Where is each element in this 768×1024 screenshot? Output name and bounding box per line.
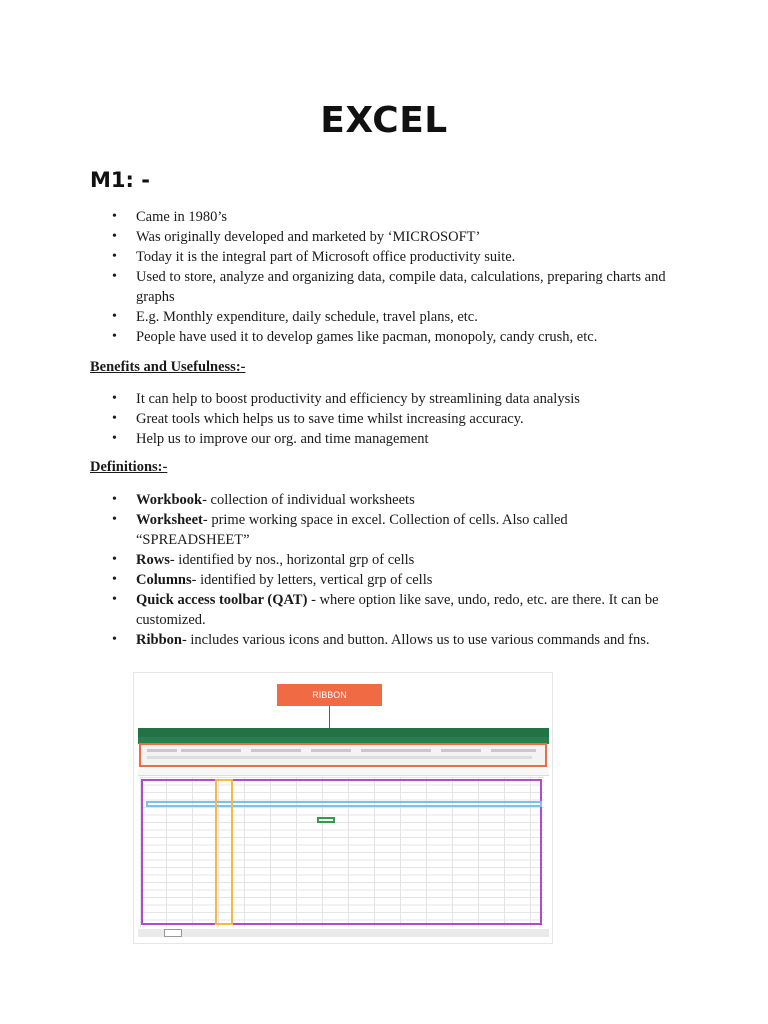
definition-text: - collection of individual worksheets <box>202 492 415 508</box>
ribbon-callout-label: RIBBON <box>277 684 382 706</box>
list-item <box>110 630 680 650</box>
section-heading-m1: M1: - <box>90 168 150 192</box>
ribbon-group <box>311 749 351 752</box>
definition-text: - identified by nos., horizontal grp of cells <box>169 552 415 568</box>
list-item <box>110 490 680 510</box>
definitions-heading: Definitions:- <box>90 459 168 475</box>
ribbon-group <box>491 749 536 752</box>
excel-formula-bar <box>138 769 549 776</box>
excel-title-bar <box>138 728 549 737</box>
ribbon-group <box>181 749 241 752</box>
column-highlight <box>215 779 233 925</box>
callout-pointer <box>329 706 330 729</box>
list-item <box>110 550 680 570</box>
list-item: • Today it is the integral part of Microsoft office productivity suite. <box>110 247 680 267</box>
excel-ribbon <box>139 743 547 767</box>
term-worksheet: Worksheet <box>136 512 203 528</box>
definition-text: - prime working space in excel. Collection of cells. Also called “SPREADSHEET” <box>136 512 568 548</box>
term-workbook: Workbook <box>136 492 203 508</box>
document-title: EXCEL <box>320 100 448 141</box>
ribbon-group <box>251 749 301 752</box>
term-columns: Columns <box>136 572 192 588</box>
list-item <box>110 510 680 550</box>
list-item: • It can help to boost productivity and efficiency by streamlining data analysis <box>110 389 680 409</box>
ribbon-group <box>361 749 431 752</box>
row-highlight <box>146 801 542 807</box>
definition-text: - includes various icons and button. Allows us to use various commands and fns. <box>181 632 650 648</box>
term-ribbon: Ribbon <box>136 632 182 648</box>
ribbon-group <box>147 749 177 752</box>
sheet-tab <box>164 929 182 937</box>
list-item: • Used to store, analyze and organizing data, compile data, calculations, preparing charts and graphs <box>110 267 680 307</box>
cell-highlight <box>317 817 335 823</box>
definitions-list <box>110 490 680 650</box>
term-rows: Rows <box>136 552 170 568</box>
list-item: • Came in 1980’s <box>110 207 680 227</box>
benefits-bullet-list <box>110 389 680 449</box>
m1-bullet-list <box>110 207 680 347</box>
list-item <box>110 570 680 590</box>
excel-screenshot-figure <box>133 672 553 944</box>
ribbon-group <box>441 749 481 752</box>
list-item: • Great tools which helps us to save time whilst increasing accuracy. <box>110 409 680 429</box>
list-item: • People have used it to develop games like pacman, monopoly, candy crush, etc. <box>110 327 680 347</box>
definition-text: - identified by letters, vertical grp of cells <box>191 572 433 588</box>
list-item: • E.g. Monthly expenditure, daily schedule, travel plans, etc. <box>110 307 680 327</box>
list-item: • Help us to improve our org. and time management <box>110 429 680 449</box>
benefits-heading: Benefits and Usefulness:- <box>90 359 246 375</box>
definition-text: - where option like save, undo, redo, etc. are there. It can be customized. <box>136 592 659 628</box>
list-item: • Was originally developed and marketed by ‘MICROSOFT’ <box>110 227 680 247</box>
list-item <box>110 590 680 630</box>
excel-status-bar <box>138 929 549 937</box>
ribbon-group <box>147 756 532 759</box>
term-qat: Quick access toolbar (QAT) <box>136 592 308 608</box>
